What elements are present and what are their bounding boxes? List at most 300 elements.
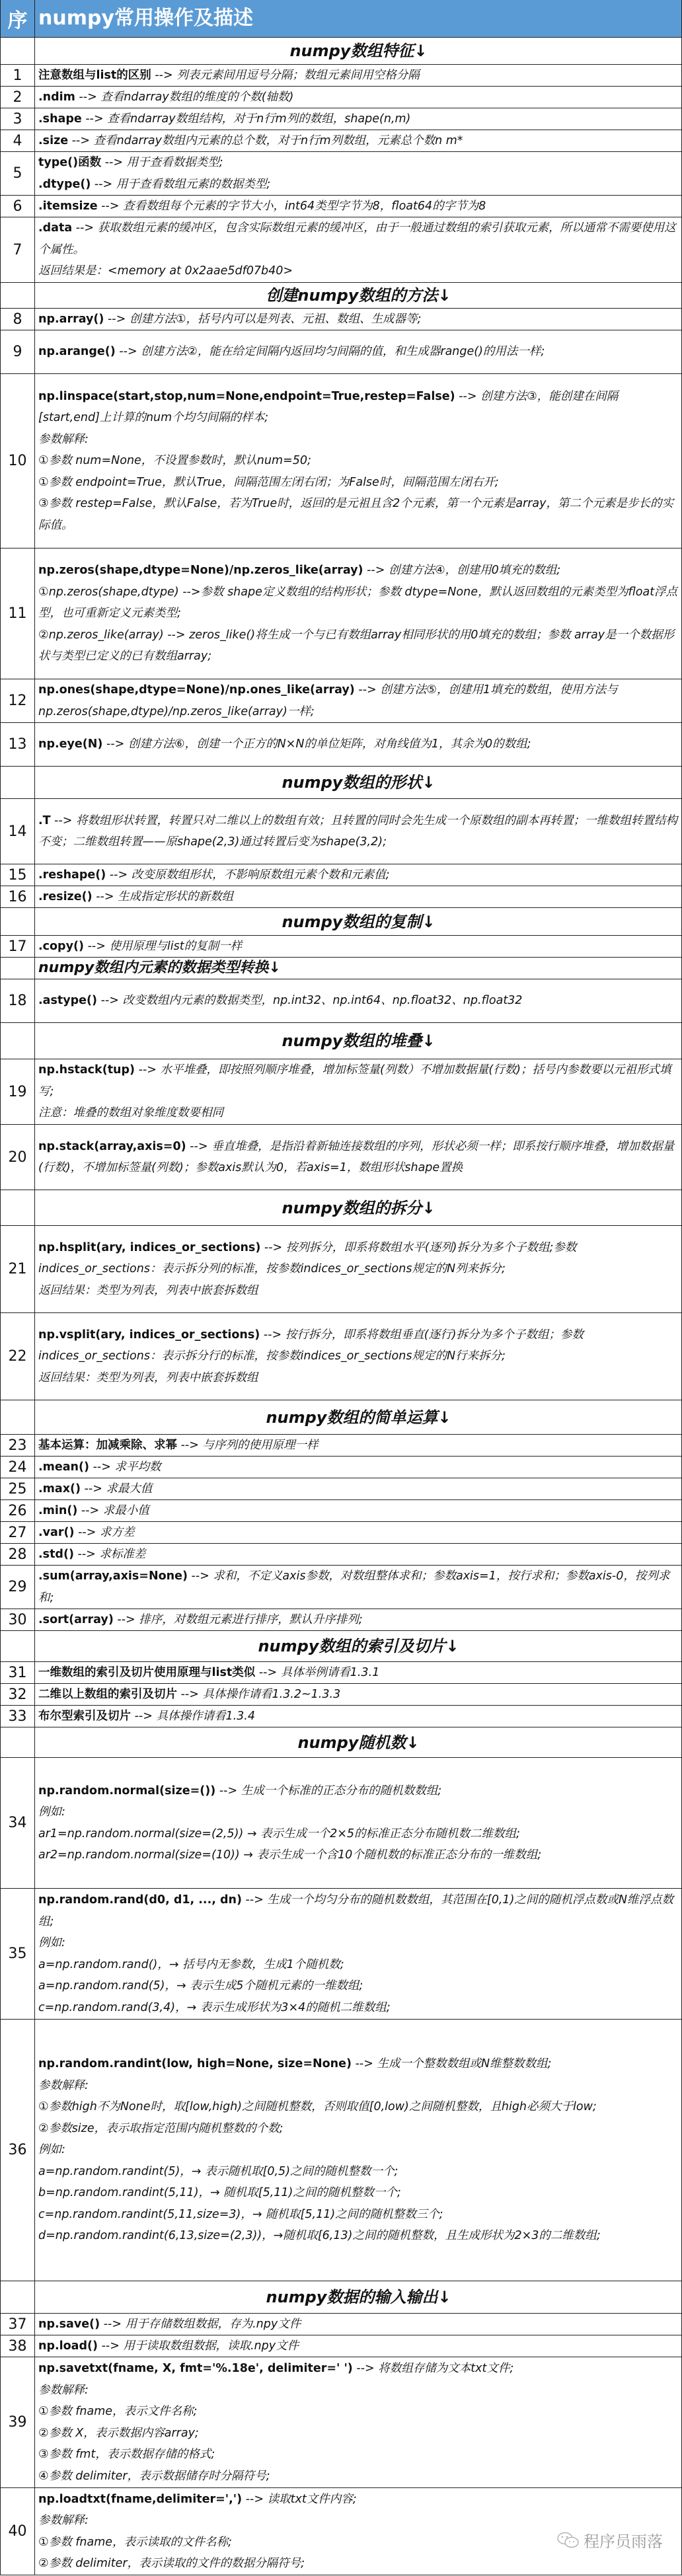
function-name: .reshape() <box>38 868 106 882</box>
arrow-separator: --> <box>264 1240 283 1254</box>
row-main-line <box>38 1566 679 1609</box>
arrow-separator: --> <box>81 1503 100 1517</box>
detail-line: ②np.zeros_like(array) --> zeros_like()将生成一个与已有数组array相同形状的用0填充的数组；参数 array是一个数据形状与类型已定义的已有数组array; <box>38 628 675 663</box>
row-main-line <box>38 87 679 108</box>
function-description: 生成指定形状的新数组 <box>118 890 234 903</box>
function-name: type()函数 <box>38 156 102 169</box>
row-content <box>35 1500 681 1521</box>
section-index-cell <box>1 283 35 308</box>
arrow-separator: --> <box>104 156 124 169</box>
detail-line: ②参数 X，表示数据内容array; <box>38 2426 199 2440</box>
row-number: 36 <box>1 2020 35 2281</box>
arrow-separator: --> <box>191 1570 209 1583</box>
row-main-line <box>38 1500 679 1521</box>
function-description: 生成一个标准的正态分布的随机数数组; <box>241 1784 442 1798</box>
function-description: 垂直堆叠，是指沿着新轴连接数组的序列，形状必须一样；即系按行顺序堆叠，增加数据量(行数)，不增加标签量(列数)；参数axis默认为0，若axis=1，数组形状shape置换 <box>38 1139 675 1174</box>
arrow-separator: --> <box>358 683 377 697</box>
row-main-line <box>38 2335 679 2357</box>
function-name: np.eye(N) <box>38 738 103 751</box>
function-name: np.random.normal(size=()) <box>38 1784 216 1798</box>
section-title: numpy数组的堆叠↓ <box>282 1032 436 1050</box>
table-row <box>1 1313 681 1400</box>
function-description: 改变数组内元素的数据类型，np.int32、np.int64、np.float32、np.float32 <box>122 994 523 1008</box>
row-main-line <box>38 1522 679 1543</box>
detail-line: 参数解释: <box>38 2514 89 2527</box>
table-row <box>1 679 681 723</box>
function-name: np.loadtxt(fname,delimiter=',') <box>38 2492 243 2506</box>
row-number: 25 <box>1 1478 35 1499</box>
row-number: 37 <box>1 2314 35 2335</box>
detail-line: 例如: <box>38 2143 65 2157</box>
row-main-line <box>38 1662 679 1683</box>
row-number: 18 <box>1 979 35 1022</box>
function-description: 用于查看数据类型; <box>126 156 223 169</box>
function-name: np.zeros(shape,dtype=None)/np.zeros_like(array) <box>38 564 363 578</box>
table-row <box>1 1684 681 1706</box>
arrow-separator: --> <box>71 133 90 147</box>
detail-line: ①参数 fname，表示文件名称; <box>38 2405 198 2418</box>
function-description: 使用原理与list的复制一样 <box>109 939 243 953</box>
arrow-separator: --> <box>138 1063 157 1077</box>
row-number: 34 <box>1 1758 35 1888</box>
row-content <box>35 1544 681 1565</box>
arrow-separator: --> <box>101 2339 120 2353</box>
row-number: 27 <box>1 1522 35 1543</box>
row-number: 7 <box>1 217 35 282</box>
function-description: 具体操作请看1.3.2~1.3.3 <box>202 1687 341 1701</box>
table-row <box>1 864 681 886</box>
function-name: np.linspace(start,stop,num=None,endpoint=True,restep=False) <box>38 389 455 403</box>
function-description: 用于查看数组元素的数据类型; <box>116 177 271 191</box>
index-column-header: 序 <box>1 0 35 37</box>
detail-line: a=np.random.rand()，→ 括号内无参数，生成1个随机数; <box>38 1957 344 1971</box>
section-index-cell <box>1 1190 35 1225</box>
table-row <box>1 309 681 330</box>
row-content <box>35 1435 681 1456</box>
row-main-line <box>38 734 679 755</box>
function-description: 将数组形状转置，转置只对二维以上的数组有效；且转置的同时会先生成一个原数组的副本再转置；一维数组转置结构不变；二维数组转置——原shape(2,3)通过转置后变为shape(3,2); <box>38 814 678 849</box>
row-content <box>35 1609 681 1630</box>
table-row <box>1 1435 681 1457</box>
function-description: 生成一个均匀分布的随机数数组，其范围在[0,1)之间的随机浮点数或N维浮点数组; <box>38 1893 673 1928</box>
section-header-row <box>1 1023 681 1059</box>
row-main-line <box>38 1457 679 1478</box>
table-row <box>1 1706 681 1727</box>
function-name: np.vsplit(ary, indices_or_sections) <box>38 1328 260 1342</box>
row-main-line <box>38 65 679 86</box>
function-name: .mean() <box>38 1460 90 1474</box>
detail-line: 注意：堆叠的数组对象维度数要相同 <box>38 1106 223 1120</box>
function-description: 按列拆分，即系将数组水平(逐列)拆分为多个子数组;参数indices_or_sections：表示拆分列的标准，按参数indices_or_sections规定的N列来拆分; <box>38 1240 577 1276</box>
section-header-row <box>1 283 681 309</box>
detail-line: c=np.random.randint(5,11,size=3)，→ 随机取[5,11)之间的随机整数三个; <box>38 2207 443 2221</box>
row-main-line <box>38 1684 679 1705</box>
detail-line: 参数解释: <box>38 2383 89 2397</box>
table-row <box>1 2335 681 2357</box>
function-name: np.save() <box>38 2317 100 2331</box>
section-title: numpy数组的形状↓ <box>282 773 436 792</box>
row-content <box>35 886 681 907</box>
row-secondary-line <box>38 174 679 196</box>
table-row <box>1 1566 681 1609</box>
function-description: 查看数组每个元素的字节大小，int64类型字节为8，float64的字节为8 <box>123 199 486 213</box>
table-row <box>1 799 681 864</box>
function-name: .T <box>38 814 51 827</box>
function-description: 求平均数 <box>114 1460 161 1474</box>
function-name: .sort(array) <box>38 1612 114 1626</box>
row-number: 22 <box>1 1313 35 1400</box>
row-number: 28 <box>1 1544 35 1565</box>
row-main-line <box>38 1324 679 1367</box>
arrow-separator: --> <box>245 1893 264 1907</box>
arrow-separator: --> <box>103 2317 122 2331</box>
table-row <box>1 2314 681 2335</box>
section-title: numpy数组的索引及切片↓ <box>258 1637 459 1655</box>
arrow-separator: --> <box>134 1709 153 1723</box>
row-content <box>35 1889 681 2019</box>
function-name: 布尔型索引及切片 <box>38 1709 131 1723</box>
row-content <box>35 374 681 548</box>
section-title: numpy数组特征↓ <box>289 42 428 60</box>
row-main-line <box>38 2053 679 2075</box>
row-number: 6 <box>1 196 35 217</box>
function-description: 查看ndarray数组结构，对于n行m列的数组，shape(n,m) <box>107 112 411 126</box>
table-row <box>1 130 681 152</box>
row-content <box>35 1059 681 1124</box>
row-main-line <box>38 1609 679 1630</box>
function-name: np.load() <box>38 2339 98 2353</box>
row-content <box>35 330 681 373</box>
section-header-row <box>1 1727 681 1758</box>
detail-line: ②参数size，表示取指定范围内随机整数的个数; <box>38 2121 284 2135</box>
function-name: .var() <box>38 1525 75 1539</box>
arrow-separator: --> <box>75 221 95 235</box>
arrow-separator: --> <box>155 68 173 82</box>
row-content <box>35 217 681 282</box>
detail-line: b=np.random.randint(5,11)，→ 随机取[5,11)之间的随机整数一个; <box>38 2186 401 2200</box>
detail-line: ar2=np.random.normal(size=(10)) → 表示生成一个含10个随机数的标准正态分布的一维数组; <box>38 1848 542 1862</box>
table-row <box>1 152 681 196</box>
function-description: 创建方法⑥，创建一个正方的N×N的单位矩阵，对角线值为1，其余为0的数组; <box>128 738 531 751</box>
function-name: .dtype() <box>38 177 91 191</box>
row-main-line <box>38 2489 679 2511</box>
function-name: .sum(array,axis=None) <box>38 1570 188 1583</box>
function-description: 具体举例请看1.3.1 <box>280 1665 380 1679</box>
row-content <box>35 87 681 108</box>
row-number: 24 <box>1 1457 35 1478</box>
table-row <box>1 936 681 958</box>
function-name: .resize() <box>38 890 93 903</box>
function-description: 读取txt文件内容; <box>267 2492 357 2506</box>
row-number: 12 <box>1 679 35 722</box>
table-row <box>1 1500 681 1522</box>
arrow-separator: --> <box>100 994 119 1008</box>
row-number: 26 <box>1 1500 35 1521</box>
table-row <box>1 1478 681 1500</box>
row-number: 11 <box>1 549 35 679</box>
function-description: 排序，对数组元素进行排序，默认升序排列; <box>139 1612 363 1626</box>
function-description: 按行拆分，即系将数组垂直(逐行)拆分为多个子数组；参数indices_or_sections：表示拆分行的标准，按参数indices_or_sections规定的N行来拆分; <box>38 1328 584 1363</box>
row-content <box>35 309 681 330</box>
section-header-row <box>1 1190 681 1226</box>
section-title: numpy数组内元素的数据类型转换↓ <box>38 960 281 976</box>
row-content <box>35 679 681 722</box>
section-header-row <box>1 958 681 979</box>
function-description: 获取数组元素的缓冲区，包含实际数组元素的缓冲区，由于一般通过数组的索引获取元素，所以通常不需要使用这个属性。 <box>38 221 676 256</box>
detail-line: ①参数 fname，表示读取的文件名称; <box>38 2535 232 2549</box>
row-main-line <box>38 1889 679 1932</box>
function-description: 创建方法③，能创建在间隔[start,end]上计算的num个均匀间隔的样本; <box>38 389 619 425</box>
table-row <box>1 1758 681 1889</box>
arrow-separator: --> <box>117 1612 135 1626</box>
section-index-cell <box>1 1727 35 1757</box>
function-name: .max() <box>38 1482 81 1496</box>
row-main-line <box>38 936 679 957</box>
row-number: 8 <box>1 309 35 330</box>
row-content <box>35 1125 681 1190</box>
row-content <box>35 2357 681 2487</box>
row-number: 31 <box>1 1662 35 1683</box>
arrow-separator: --> <box>85 112 104 126</box>
section-index-cell <box>1 1631 35 1661</box>
function-description: 查看ndarray数组的维度的个数(轴数) <box>100 90 294 104</box>
row-content <box>35 196 681 217</box>
function-description: 具体操作请看1.3.4 <box>156 1709 255 1723</box>
row-number: 9 <box>1 330 35 373</box>
row-main-line <box>38 108 679 130</box>
row-number: 39 <box>1 2357 35 2487</box>
row-number: 3 <box>1 108 35 130</box>
row-number: 5 <box>1 152 35 195</box>
row-main-line <box>38 1780 679 1802</box>
row-number: 19 <box>1 1059 35 1124</box>
function-description: 用于读取数组数据，读取.npy文件 <box>123 2339 299 2353</box>
section-title: numpy数组的简单运算↓ <box>266 1408 451 1427</box>
table-body <box>1 38 681 2575</box>
detail-line: 参数解释: <box>38 2078 89 2092</box>
row-main-line <box>38 1059 679 1102</box>
row-main-line <box>38 217 679 260</box>
section-index-cell <box>1 1023 35 1059</box>
arrow-separator: --> <box>356 2362 375 2375</box>
table-row <box>1 1544 681 1566</box>
row-main-line <box>38 2358 679 2380</box>
row-content <box>35 2020 681 2281</box>
row-number: 35 <box>1 1889 35 2019</box>
arrow-separator: --> <box>245 2492 264 2506</box>
section-title: numpy数据的输入输出↓ <box>266 2288 451 2306</box>
section-index-cell <box>1 908 35 935</box>
function-description: 列表元素间用逗号分隔；数组元素间用空格分隔 <box>176 68 420 82</box>
function-name: np.hstack(tup) <box>38 1063 135 1077</box>
arrow-separator: --> <box>119 345 137 359</box>
function-name: .itemsize <box>38 199 98 213</box>
function-name: .std() <box>38 1547 74 1561</box>
arrow-separator: --> <box>94 177 113 191</box>
row-content <box>35 799 681 864</box>
detail-line: a=np.random.randint(5)，→ 表示随机取[0,5)之间的随机整数一个; <box>38 2164 398 2178</box>
arrow-separator: --> <box>367 564 385 578</box>
row-main-line <box>38 309 679 330</box>
row-content <box>35 1226 681 1312</box>
row-main-line <box>38 386 679 429</box>
row-content <box>35 1457 681 1478</box>
table-title: numpy常用操作及描述 <box>38 7 254 30</box>
table-row <box>1 723 681 767</box>
wechat-icon <box>557 2532 580 2549</box>
table-row <box>1 1889 681 2020</box>
function-description: 生成一个整数数组或N维整数数组; <box>377 2057 552 2071</box>
row-number: 32 <box>1 1684 35 1705</box>
section-index-cell <box>1 38 35 64</box>
row-main-line <box>38 1435 679 1456</box>
detail-line: a=np.random.rand(5)，→ 表示生成5个随机元素的一维数组; <box>38 1979 363 1992</box>
function-description: 查看ndarray数组内元素的总个数，对于n行m列数组，元素总个数n m* <box>93 133 463 147</box>
table-row <box>1 1522 681 1544</box>
row-content <box>35 549 681 679</box>
function-description: 求最小值 <box>102 1503 149 1517</box>
row-main-line <box>38 679 679 722</box>
row-content <box>35 1522 681 1543</box>
function-name: np.arange() <box>38 345 116 359</box>
function-name: np.hsplit(ary, indices_or_sections) <box>38 1240 261 1254</box>
section-index-cell <box>1 767 35 798</box>
section-index-cell <box>1 2281 35 2313</box>
table-row <box>1 1457 681 1478</box>
function-description: 改变原数组形状，不影响原数组元素个数和元素值; <box>131 868 390 882</box>
function-description: 创建方法⑤，创建用1填充的数组，使用方法与np.zeros(shape,dtype)/np.zeros_like(array)一样; <box>38 683 618 718</box>
row-number: 4 <box>1 130 35 151</box>
detail-line: ④参数 delimiter，表示数据储存时分隔符号; <box>38 2469 270 2483</box>
detail-line: 参数解释: <box>38 432 89 446</box>
row-number: 20 <box>1 1125 35 1190</box>
detail-line: 返回结果是：<memory at 0x2aae5df07b40> <box>38 264 293 278</box>
watermark <box>557 2528 663 2552</box>
row-main-line <box>38 341 679 363</box>
arrow-separator: --> <box>87 939 106 953</box>
function-name: 二维以上数组的索引及切片 <box>38 1687 177 1701</box>
section-header-row <box>1 908 681 936</box>
row-content <box>35 108 681 130</box>
section-index-cell <box>1 958 35 979</box>
section-title: numpy数组的拆分↓ <box>282 1198 436 1217</box>
row-number: 30 <box>1 1609 35 1630</box>
function-description: 创建方法②，能在给定间隔内返回均匀间隔的值，和生成器range()的用法一样; <box>141 345 545 359</box>
row-content <box>35 1478 681 1499</box>
row-main-line <box>38 152 679 174</box>
row-number: 1 <box>1 65 35 86</box>
arrow-separator: --> <box>180 1687 199 1701</box>
row-number: 10 <box>1 374 35 548</box>
table-row <box>1 1226 681 1313</box>
row-number: 14 <box>1 799 35 864</box>
arrow-separator: --> <box>107 312 126 326</box>
arrow-separator: --> <box>263 1328 282 1342</box>
row-number: 40 <box>1 2488 35 2575</box>
section-title: numpy数组的复制↓ <box>282 912 436 931</box>
row-main-line <box>38 2314 679 2335</box>
function-description: 求最大值 <box>106 1482 153 1496</box>
row-main-line <box>38 1136 679 1179</box>
row-main-line <box>38 886 679 907</box>
detail-line: ①参数 num=None，不设置参数时，默认num=50; <box>38 454 311 468</box>
function-name: 注意数组与list的区别 <box>38 68 151 82</box>
row-main-line <box>38 1478 679 1499</box>
detail-line: ①参数 endpoint=True，默认True，间隔范围左闭右闭；为False时，间隔范围左闭右开; <box>38 475 499 489</box>
function-name: .min() <box>38 1503 78 1517</box>
row-main-line <box>38 990 679 1012</box>
function-description: 求方差 <box>99 1525 135 1539</box>
table-row <box>1 2020 681 2281</box>
function-name: np.random.randint(low, high=None, size=None) <box>38 2057 352 2071</box>
function-name: np.ones(shape,dtype=None)/np.ones_like(array) <box>38 683 355 697</box>
function-name: np.savetxt(fname, X, fmt='%.18e', delimiter=' ') <box>38 2362 353 2375</box>
detail-line: ③参数 fmt，表示数据存储的格式; <box>38 2448 215 2461</box>
row-number: 15 <box>1 864 35 886</box>
row-content <box>35 2314 681 2335</box>
table-row <box>1 1662 681 1684</box>
detail-line: d=np.random.randint(6,13,size=(2,3))，→随机取[6,13)之间的随机整数，且生成形状为2×3的二维数组; <box>38 2229 601 2243</box>
detail-line: 例如: <box>38 1805 65 1819</box>
row-number: 13 <box>1 723 35 766</box>
detail-line: ①参数high不为None时，取[low,high)之间随机整数，否则取值[0,low)之间随机整数，且high必须大于low; <box>38 2100 597 2114</box>
section-header-row <box>1 2281 681 2314</box>
function-description: 创建方法④，创建用0填充的数组; <box>388 564 561 578</box>
function-description: 创建方法①，括号内可以是列表、元祖、数组、生成器等; <box>129 312 422 326</box>
function-description: 求标准差 <box>99 1547 146 1561</box>
row-content <box>35 1706 681 1727</box>
table-row <box>1 217 681 283</box>
arrow-separator: --> <box>78 1525 96 1539</box>
arrow-separator: --> <box>459 389 477 403</box>
function-description: 与序列的使用原理一样 <box>202 1438 319 1452</box>
section-header-row <box>1 1400 681 1435</box>
table-row <box>1 374 681 549</box>
function-description: 将数组存储为文本txt文件; <box>378 2362 514 2375</box>
row-main-line <box>38 1544 679 1565</box>
function-name: np.array() <box>38 312 104 326</box>
row-content <box>35 723 681 766</box>
section-header-row <box>1 38 681 65</box>
function-name: np.stack(array,axis=0) <box>38 1139 186 1153</box>
function-name: 基本运算：加减乘除、求幂 <box>38 1438 177 1452</box>
row-main-line <box>38 864 679 886</box>
row-content <box>35 1758 681 1888</box>
row-content <box>35 1313 681 1400</box>
row-number: 29 <box>1 1566 35 1609</box>
function-name: .data <box>38 221 73 235</box>
function-name: np.random.rand(d0, d1, ..., dn) <box>38 1893 242 1907</box>
detail-line: c=np.random.rand(3,4)，→ 表示生成形状为3×4的随机二维数组; <box>38 2000 391 2014</box>
section-title: 创建numpy数组的方法↓ <box>266 286 451 305</box>
row-content <box>35 864 681 886</box>
row-number: 33 <box>1 1706 35 1727</box>
function-name: 一维数组的索引及切片使用原理与list类似 <box>38 1665 256 1679</box>
table-row <box>1 196 681 217</box>
watermark-text: 程序员雨落 <box>584 2532 663 2551</box>
function-name: .astype() <box>38 994 98 1008</box>
arrow-separator: --> <box>180 1438 199 1452</box>
table-row <box>1 886 681 908</box>
arrow-separator: --> <box>101 199 120 213</box>
row-content <box>35 1684 681 1705</box>
row-content <box>35 65 681 86</box>
row-number: 2 <box>1 87 35 108</box>
table-row <box>1 549 681 679</box>
table-row <box>1 65 681 87</box>
arrow-separator: --> <box>190 1139 208 1153</box>
arrow-separator: --> <box>77 1547 96 1561</box>
